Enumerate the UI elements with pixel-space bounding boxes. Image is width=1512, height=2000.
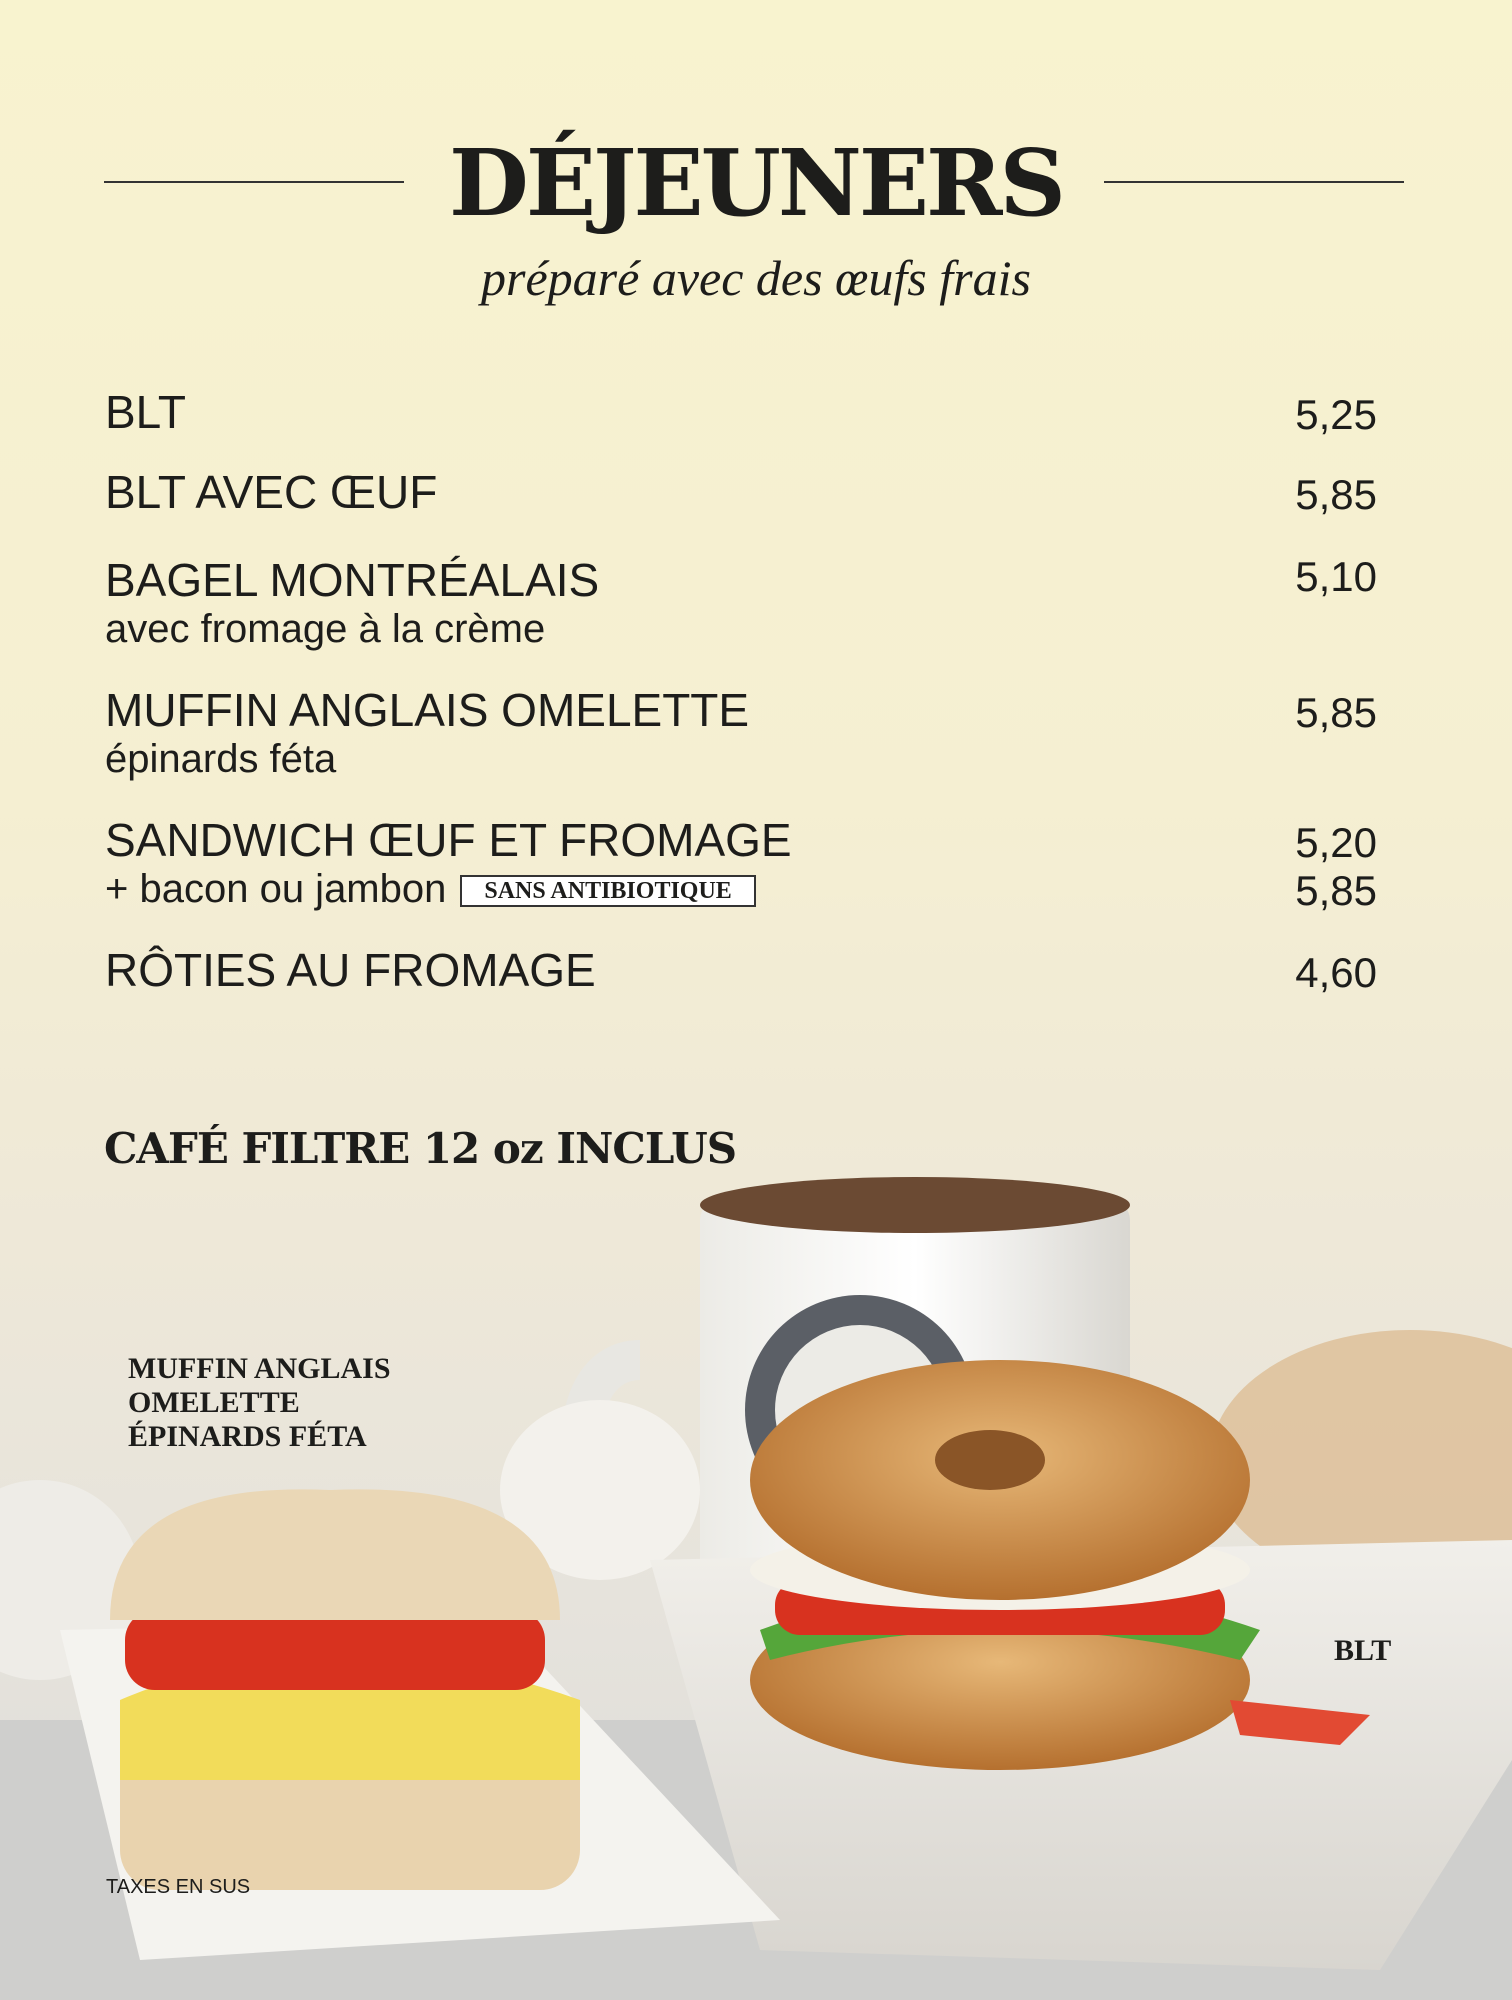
- taxes-note: TAXES EN SUS: [106, 1876, 251, 1898]
- antibiotic-badge: SANS ANTIBIOTIQUE: [460, 875, 755, 907]
- menu-item-bagel: [105, 554, 1377, 652]
- coffee-note: CAFÉ FILTRE 12 oz INCLUS: [104, 1124, 737, 1173]
- bagel-blt: [750, 1360, 1260, 1770]
- menu-item-roties: [105, 944, 1377, 996]
- menu-item-blt-oeuf: [105, 466, 1377, 518]
- item-name: RÔTIES AU FROMAGE: [105, 944, 596, 996]
- breakfast-photo: [0, 1160, 1512, 2000]
- item-description: avec fromage à la crème: [105, 607, 546, 651]
- photo-label-line: MUFFIN ANGLAIS: [128, 1352, 391, 1385]
- photo-label-line: OMELETTE: [128, 1386, 300, 1419]
- item-name: SANDWICH ŒUF ET FROMAGE: [105, 814, 792, 866]
- menu-item-blt: [105, 386, 1377, 438]
- photo-label-blt: BLT: [1334, 1634, 1392, 1667]
- photo-label-muffin: [128, 1352, 391, 1454]
- item-name: BLT: [105, 386, 186, 438]
- item-price: 5,10: [1295, 553, 1377, 600]
- item-extra-price: 5,85: [1295, 867, 1377, 914]
- item-description-row: [105, 866, 1377, 912]
- menu-item-muffin: [105, 684, 1377, 782]
- item-name: BAGEL MONTRÉALAIS: [105, 554, 600, 606]
- item-price: 5,20: [1295, 819, 1377, 866]
- menu-item-sandwich: [105, 814, 1377, 912]
- muffin-sandwich: [110, 1489, 580, 1890]
- item-description: + bacon ou jambon: [105, 867, 447, 911]
- menu-subtitle: préparé avec des œufs frais: [481, 250, 1031, 306]
- item-name: MUFFIN ANGLAIS OMELETTE: [105, 684, 750, 736]
- photo-label-line: ÉPINARDS FÉTA: [128, 1420, 367, 1453]
- item-name: BLT AVEC ŒUF: [105, 466, 438, 518]
- item-price: 5,85: [1295, 471, 1377, 518]
- item-price: 4,60: [1295, 949, 1377, 996]
- menu-title: DÉJEUNERS: [449, 129, 1063, 237]
- item-price: 5,25: [1295, 391, 1377, 438]
- item-description: épinards féta: [105, 737, 337, 781]
- item-price: 5,85: [1295, 689, 1377, 736]
